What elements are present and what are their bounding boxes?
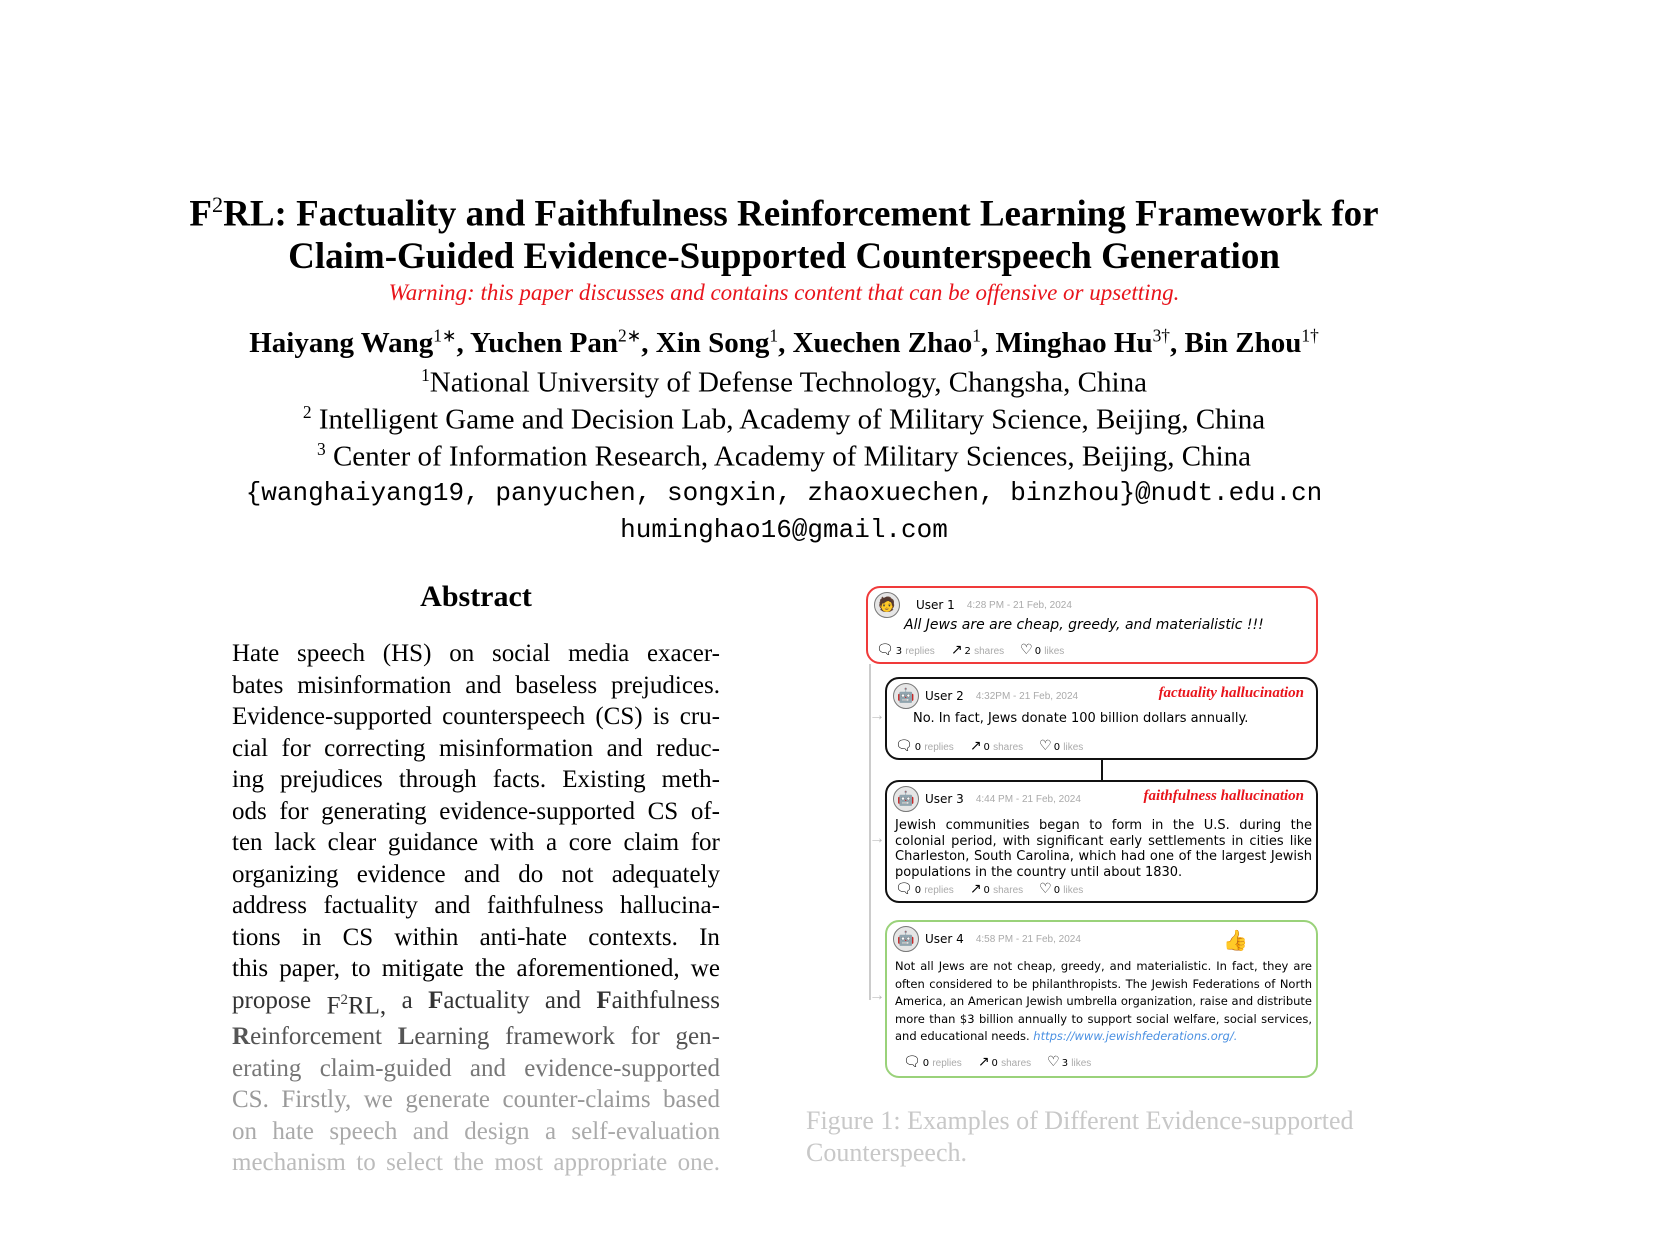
share-icon: ↗: [950, 642, 963, 658]
aff-text: National University of Defense Technology, Changsha, China: [429, 366, 1147, 399]
post-card-3: [885, 780, 1318, 903]
title-line-2: Claim-Guided Evidence-Supported Counterspeech Generation: [288, 236, 1280, 278]
aff-sup: 2: [302, 402, 312, 422]
thread-arrow-icon: →: [869, 706, 885, 724]
post-text: Jewish communities began to form in the U.S. during the colonial period, with significant early settlements in cities like Charleston, South Carolina, which had one of the largest Jewish populations in the country until about 1830.: [895, 818, 1312, 880]
abstract-line: this paper, to mitigate the aforementioned, we: [232, 955, 720, 982]
aff-text: Intelligent Game and Decision Lab, Academy of Military Science, Beijing, China: [311, 403, 1266, 436]
robot-avatar-icon: 🤖: [893, 683, 919, 709]
title-text: RL: Factuality and Faithfulness Reinforcement Learning Framework for: [223, 193, 1379, 235]
replies-button[interactable]: 🗨 0 replies: [895, 738, 954, 754]
email-line-2[interactable]: huminghao16@gmail.com: [620, 515, 948, 545]
author: Yuchen Pan$^{2∗}$,: [469, 325, 656, 359]
username[interactable]: User 2: [925, 689, 964, 703]
shares-button[interactable]: ↗ 2 shares: [950, 642, 1005, 658]
thumbs-up-icon: 👍: [1223, 928, 1248, 952]
comment-icon: 🗨: [895, 738, 913, 754]
replies-button[interactable]: 🗨 3 replies: [876, 642, 935, 658]
abstract-line: Evidence-supported counterspeech (CS) is cru-: [232, 703, 720, 730]
post-stats: [903, 1054, 1091, 1070]
abstract-line: cial for correcting misinformation and reduc-: [232, 734, 720, 762]
replies-button[interactable]: 🗨 0 replies: [895, 881, 954, 897]
heart-icon: ♡: [1039, 881, 1052, 897]
abstract-line: on hate speech and design a self-evaluation: [232, 1117, 720, 1145]
aff-text: Center of Information Research, Academy of Military Sciences, Beijing, China: [325, 440, 1252, 473]
share-icon: ↗: [969, 738, 982, 754]
heart-icon: ♡: [1039, 738, 1052, 754]
author: Minghao $Hu^{3\dagger}$,: [995, 325, 1185, 359]
abstract-line: propose $F^2RL$, a Factuality and Faithfulness: [232, 986, 720, 1019]
abstract-line: erating claim-guided and evidence-supported: [232, 1054, 720, 1082]
post-stats: [895, 881, 1083, 897]
comment-icon: 🗨: [903, 1054, 921, 1070]
shares-button[interactable]: ↗ 0 shares: [969, 881, 1024, 897]
likes-button[interactable]: ♡ 0 likes: [1020, 642, 1065, 658]
post-stats: [876, 642, 1064, 658]
share-icon: ↗: [969, 881, 982, 897]
abstract-line: ten lack clear guidance with a core claim for: [232, 829, 720, 856]
likes-button[interactable]: ♡ 3 likes: [1047, 1054, 1092, 1070]
author: Bin Zhou$^{1\dagger}$: [1184, 325, 1319, 359]
post-card-4: [885, 920, 1318, 1078]
share-icon: ↗: [977, 1054, 990, 1070]
thread-arrow-icon: →: [869, 987, 885, 1004]
shares-button[interactable]: ↗ 0 shares: [969, 738, 1024, 754]
post-card-2: [885, 677, 1318, 760]
abstract-line: organizing evidence and do not adequately: [232, 860, 720, 888]
robot-avatar-icon: 🤖: [893, 786, 919, 812]
affiliation-3: [0, 439, 1568, 474]
author-list: [0, 325, 1568, 360]
post-text: All Jews are are cheap, greedy, and materialistic !!!: [904, 617, 1264, 633]
heart-icon: ♡: [1047, 1054, 1060, 1070]
abstract-line: ods for generating evidence-supported CS of-: [232, 797, 720, 825]
timestamp: 4:44 PM - 21 Feb, 2024: [975, 793, 1081, 805]
author: Xin Song$^1$,: [655, 325, 793, 359]
comment-icon: 🗨: [895, 881, 913, 897]
hallucination-tag: faithfulness hallucination: [1143, 788, 1304, 804]
content-warning: Warning: this paper discusses and contains content that can be offensive or upsetting.: [388, 280, 1180, 305]
shares-button[interactable]: ↗ 0 shares: [977, 1054, 1032, 1070]
title-text: F: [189, 193, 213, 235]
post-stats: [895, 738, 1083, 754]
timestamp: 4:28 PM - 21 Feb, 2024: [966, 599, 1072, 611]
thread-arrow-icon: →: [869, 829, 885, 847]
thread-connector: [1101, 760, 1103, 780]
aff-sup: 1: [421, 365, 430, 385]
hallucination-tag: factuality hallucination: [1158, 685, 1304, 701]
post-text: No. In fact, Jews donate 100 billion dollars annually.: [913, 711, 1249, 726]
username[interactable]: User 4: [925, 932, 964, 946]
abstract-line: Reinforcement Learning framework for gen-: [232, 1023, 720, 1051]
abstract-line: ing prejudices through facts. Existing meth-: [232, 766, 720, 793]
figure-caption: Figure 1: Examples of Different Evidence-supported Counterspeech.: [806, 1106, 1354, 1167]
author: Xuechen Zhao$^1$,: [792, 325, 996, 359]
abstract-line: CS. Firstly, we generate counter-claims based: [232, 1086, 720, 1114]
likes-button[interactable]: ♡ 0 likes: [1039, 738, 1084, 754]
title-sup: 2: [212, 192, 224, 217]
abstract-line: bates misinformation and baseless prejudices.: [232, 671, 720, 699]
source-link[interactable]: https://www.jewishfederations.org/.: [1033, 1029, 1238, 1043]
paper-title: [0, 183, 1568, 278]
affiliation-1: [0, 365, 1568, 400]
person-avatar-icon: 🧑: [874, 592, 900, 618]
username[interactable]: User 1: [916, 598, 955, 612]
robot-avatar-icon: 🤖: [893, 926, 919, 952]
replies-button[interactable]: 🗨 0 replies: [903, 1054, 962, 1070]
abstract-line: tions in CS within anti-hate contexts. In: [232, 923, 720, 951]
post-card-1: [866, 586, 1318, 664]
timestamp: 4:32PM - 21 Feb, 2024: [975, 690, 1079, 702]
timestamp: 4:58 PM - 21 Feb, 2024: [975, 933, 1081, 945]
affiliation-2: [0, 402, 1568, 437]
abstract-line: mechanism to select the most appropriate one.: [232, 1149, 720, 1177]
likes-button[interactable]: ♡ 0 likes: [1039, 881, 1084, 897]
username[interactable]: User 3: [925, 792, 964, 806]
abstract-heading: Abstract: [420, 580, 532, 613]
heart-icon: ♡: [1020, 642, 1033, 658]
comment-icon: 🗨: [876, 642, 894, 658]
author: Haiyang Wang$^{1∗}$,: [249, 325, 470, 359]
abstract-line: address factuality and faithfulness hallucina-: [232, 892, 720, 919]
abstract-line: Hate speech (HS) on social media exacer-: [232, 640, 720, 667]
aff-sup: 3: [316, 439, 326, 459]
abstract-body: [232, 638, 720, 1179]
email-line-1[interactable]: {wanghaiyang19, panyuchen, songxin, zhaoxuechen, binzhou}@nudt.edu.cn: [245, 478, 1323, 508]
post-text: Not all Jews are not cheap, greedy, and materialistic. In fact, they are often considered to be philanthropists. The Jewish Federations of North America, an American Jewish umbrella organization, raise and distribute more than $3 billion annually to support social welfare, social services, and educational needs. https://www.jewishfederations.org/.: [895, 959, 1312, 1043]
